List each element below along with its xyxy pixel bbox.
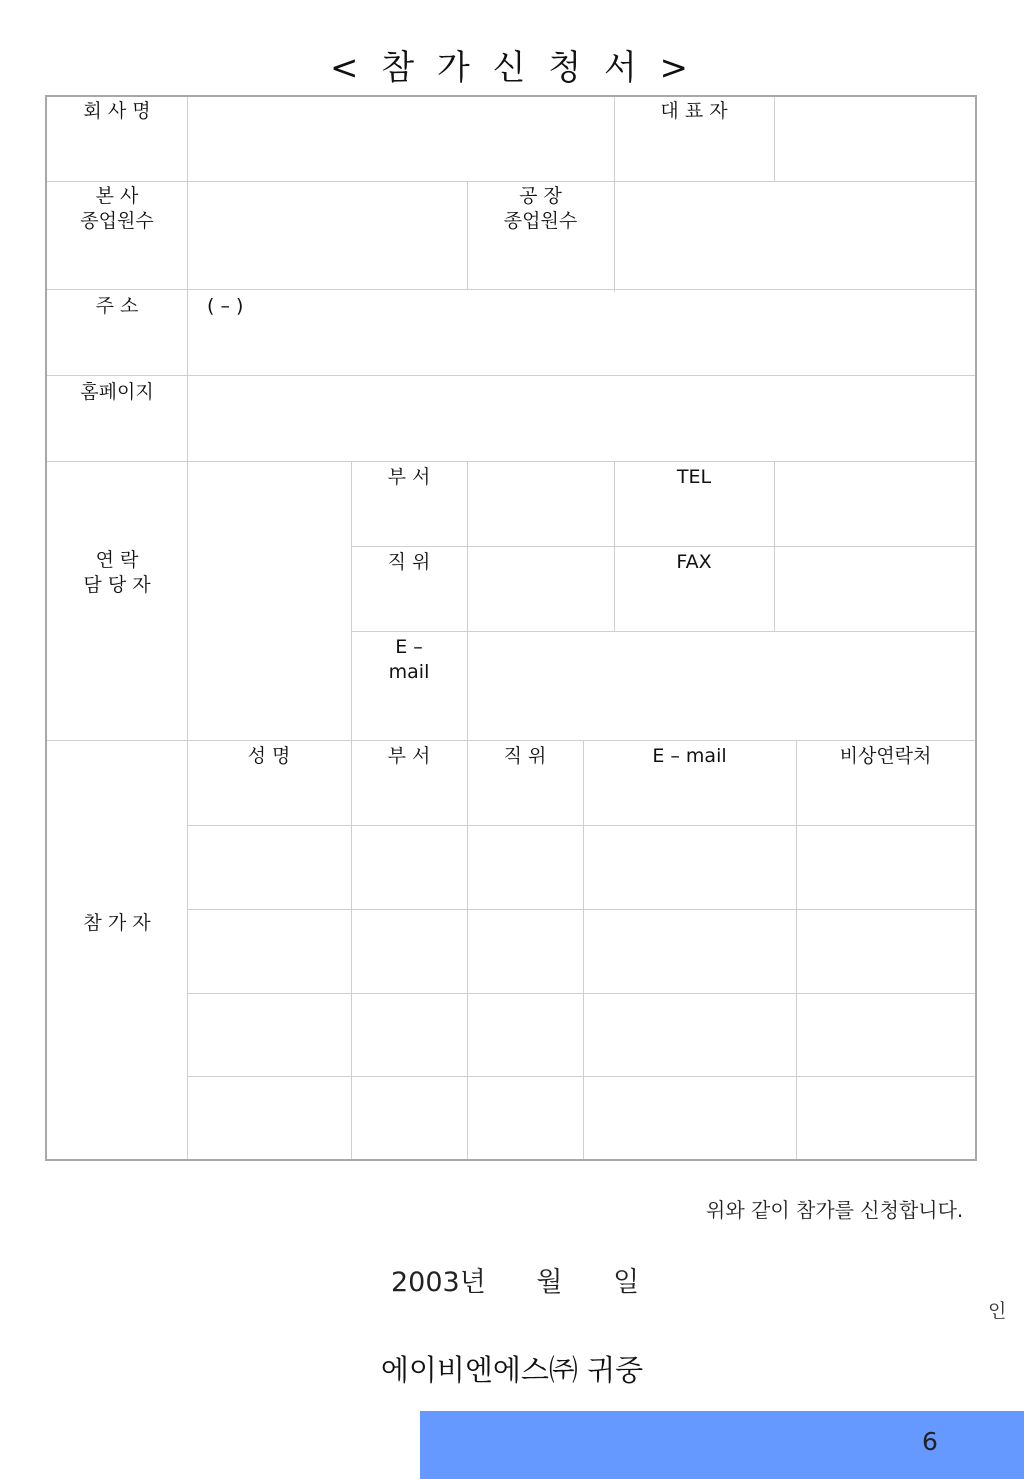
tel-label: TEL	[676, 466, 712, 488]
participant-emergency-contact-header: 비상연락처	[839, 745, 932, 767]
closing-statement: 위와 같이 참가를 신청합니다.	[706, 1198, 964, 1222]
row-divider	[351, 631, 975, 632]
row-divider	[187, 909, 975, 910]
contact-email-label: E – mail	[388, 636, 430, 683]
application-date	[391, 1260, 639, 1299]
date-year: 2003년	[391, 1267, 486, 1298]
participant-name-header: 성 명	[247, 745, 291, 767]
factory-employees-label: 공 장 종업원수	[503, 185, 578, 232]
address-label: 주 소	[95, 295, 139, 317]
column-divider	[467, 461, 468, 1159]
representative-label: 대 표 자	[660, 100, 728, 122]
row-divider	[187, 825, 975, 826]
date-month: 월	[536, 1267, 563, 1298]
column-divider	[583, 740, 584, 1159]
address-field[interactable]: ( – )	[207, 295, 244, 317]
company-name-label: 회 사 명	[83, 100, 151, 122]
column-divider	[187, 97, 188, 1159]
row-divider	[351, 546, 975, 547]
column-divider	[774, 461, 775, 632]
participant-department-header: 부 서	[387, 745, 431, 767]
contact-position-label: 직 위	[387, 551, 431, 573]
row-divider	[187, 993, 975, 994]
hq-employees-label: 본 사 종업원수	[80, 185, 154, 232]
participants-label: 참 가 자	[83, 912, 151, 934]
date-day: 일	[613, 1267, 640, 1298]
column-divider	[796, 740, 797, 1159]
participant-position-header: 직 위	[503, 745, 547, 767]
column-divider	[614, 97, 615, 292]
contact-person-label: 연 락 담 당 자	[83, 549, 151, 596]
page-number: 6	[922, 1427, 938, 1456]
contact-department-label: 부 서	[387, 466, 431, 488]
homepage-label: 홈페이지	[80, 381, 154, 403]
fax-label: FAX	[676, 551, 712, 573]
application-form-table	[45, 95, 977, 1161]
addressee: 에이비엔에스㈜ 귀중	[380, 1353, 644, 1387]
row-divider	[187, 1076, 975, 1077]
seal-mark: 인	[988, 1300, 1007, 1322]
column-divider	[774, 97, 775, 182]
page-title: < 참 가 신 청 서 >	[329, 48, 695, 88]
participant-email-header: E – mail	[652, 745, 727, 767]
